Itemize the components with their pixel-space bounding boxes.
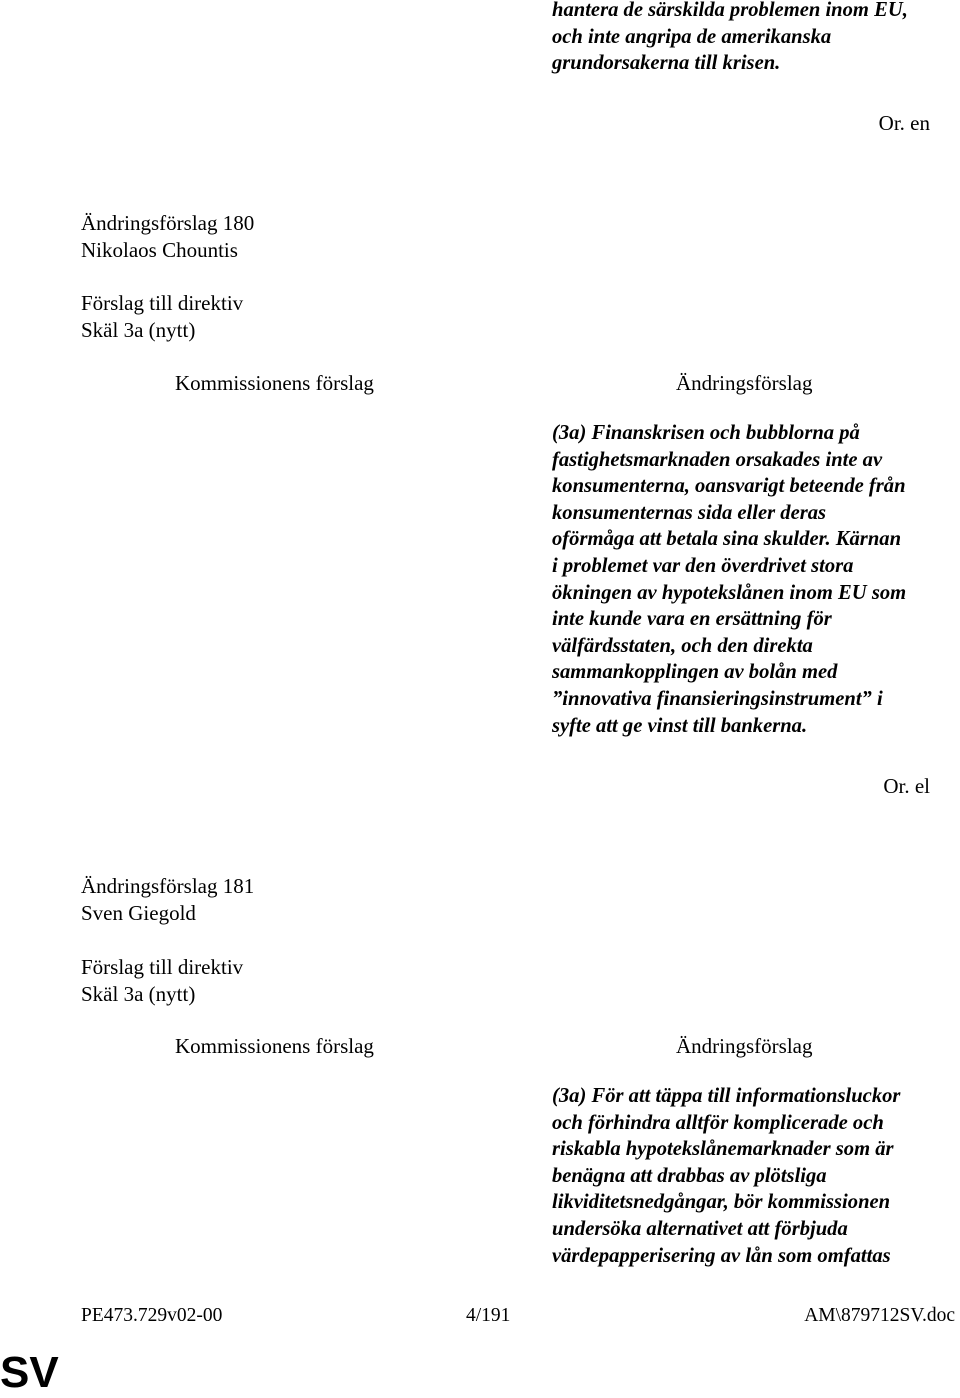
text-fragment: oförmåga att betala sina skulder. <box>552 528 831 551</box>
amendment-reference: Skäl 3a (nytt) <box>81 982 196 1006</box>
text-line: sammankopplingen av bolån med <box>552 661 838 684</box>
proposal-type: Förslag till direktiv <box>81 955 244 979</box>
amendment-reference: Skäl 3a (nytt) <box>81 318 196 342</box>
column-heading-amendment: Ändringsförslag <box>676 371 813 395</box>
text-line: riskabla hypotekslånemarknader som är <box>552 1138 894 1161</box>
footer-file-name: AM\879712SV.doc <box>804 1305 955 1326</box>
text-line: likviditetsnedgångar, bör kommissionen <box>552 1191 891 1214</box>
text-line: välfärdsstaten, och den direkta <box>552 634 813 657</box>
text-line: i problemet var den överdrivet stora <box>552 554 854 577</box>
footer-doc-ref: PE473.729v02-00 <box>81 1305 223 1326</box>
amendment-author: Sven Giegold <box>81 901 196 925</box>
amendment-author: Nikolaos Chountis <box>81 238 238 262</box>
original-language-label: Or. el <box>883 774 930 798</box>
text-line: konsumenternas sida eller deras <box>552 501 827 524</box>
column-heading-amendment: Ändringsförslag <box>676 1034 813 1058</box>
amendment-text <box>552 420 906 739</box>
text-line: undersöka alternativet att förbjuda <box>552 1217 848 1240</box>
amendment-number: Ändringsförslag 181 <box>81 874 255 898</box>
amendment-number: Ändringsförslag 180 <box>81 211 255 235</box>
text-line: syfte att ge vinst till bankerna. <box>552 714 808 737</box>
text-fragment: Kärnan <box>830 528 902 551</box>
text-line-mixed <box>552 526 906 553</box>
column-heading-commission: Kommissionens förslag <box>175 371 374 395</box>
language-mark: SV <box>0 1348 59 1397</box>
text-line: ”innovativa finansieringsinstrument” i <box>552 687 883 710</box>
text-line: ökningen av hypotekslånen inom EU som <box>552 581 907 604</box>
continuation-paragraph <box>552 0 908 77</box>
text-line: fastighetsmarknaden orsakades inte av <box>552 448 883 471</box>
proposal-type: Förslag till direktiv <box>81 291 244 315</box>
original-language-label: Or. en <box>878 111 930 135</box>
text-line: konsumenterna, oansvarigt beteende från <box>552 475 906 498</box>
text-line: hantera de särskilda problemen inom EU, <box>552 0 908 21</box>
text-line: inte kunde vara en ersättning för <box>552 608 832 631</box>
text-line: (3a) För att täppa till informationsluckor <box>552 1085 901 1107</box>
footer-page-number: 4/191 <box>466 1305 511 1326</box>
text-line: och inte angripa de amerikanska <box>552 25 832 48</box>
amendment-text <box>552 1083 900 1269</box>
text-line: (3a) Finanskrisen och bubblorna på <box>552 422 860 444</box>
text-line: och förhindra alltför komplicerade och <box>552 1111 884 1134</box>
text-line: benägna att drabbas av plötsliga <box>552 1164 827 1187</box>
text-line: grundorsakerna till krisen. <box>552 52 781 75</box>
column-heading-commission: Kommissionens förslag <box>175 1034 374 1058</box>
text-line: värdepapperisering av lån som omfattas <box>552 1244 891 1267</box>
